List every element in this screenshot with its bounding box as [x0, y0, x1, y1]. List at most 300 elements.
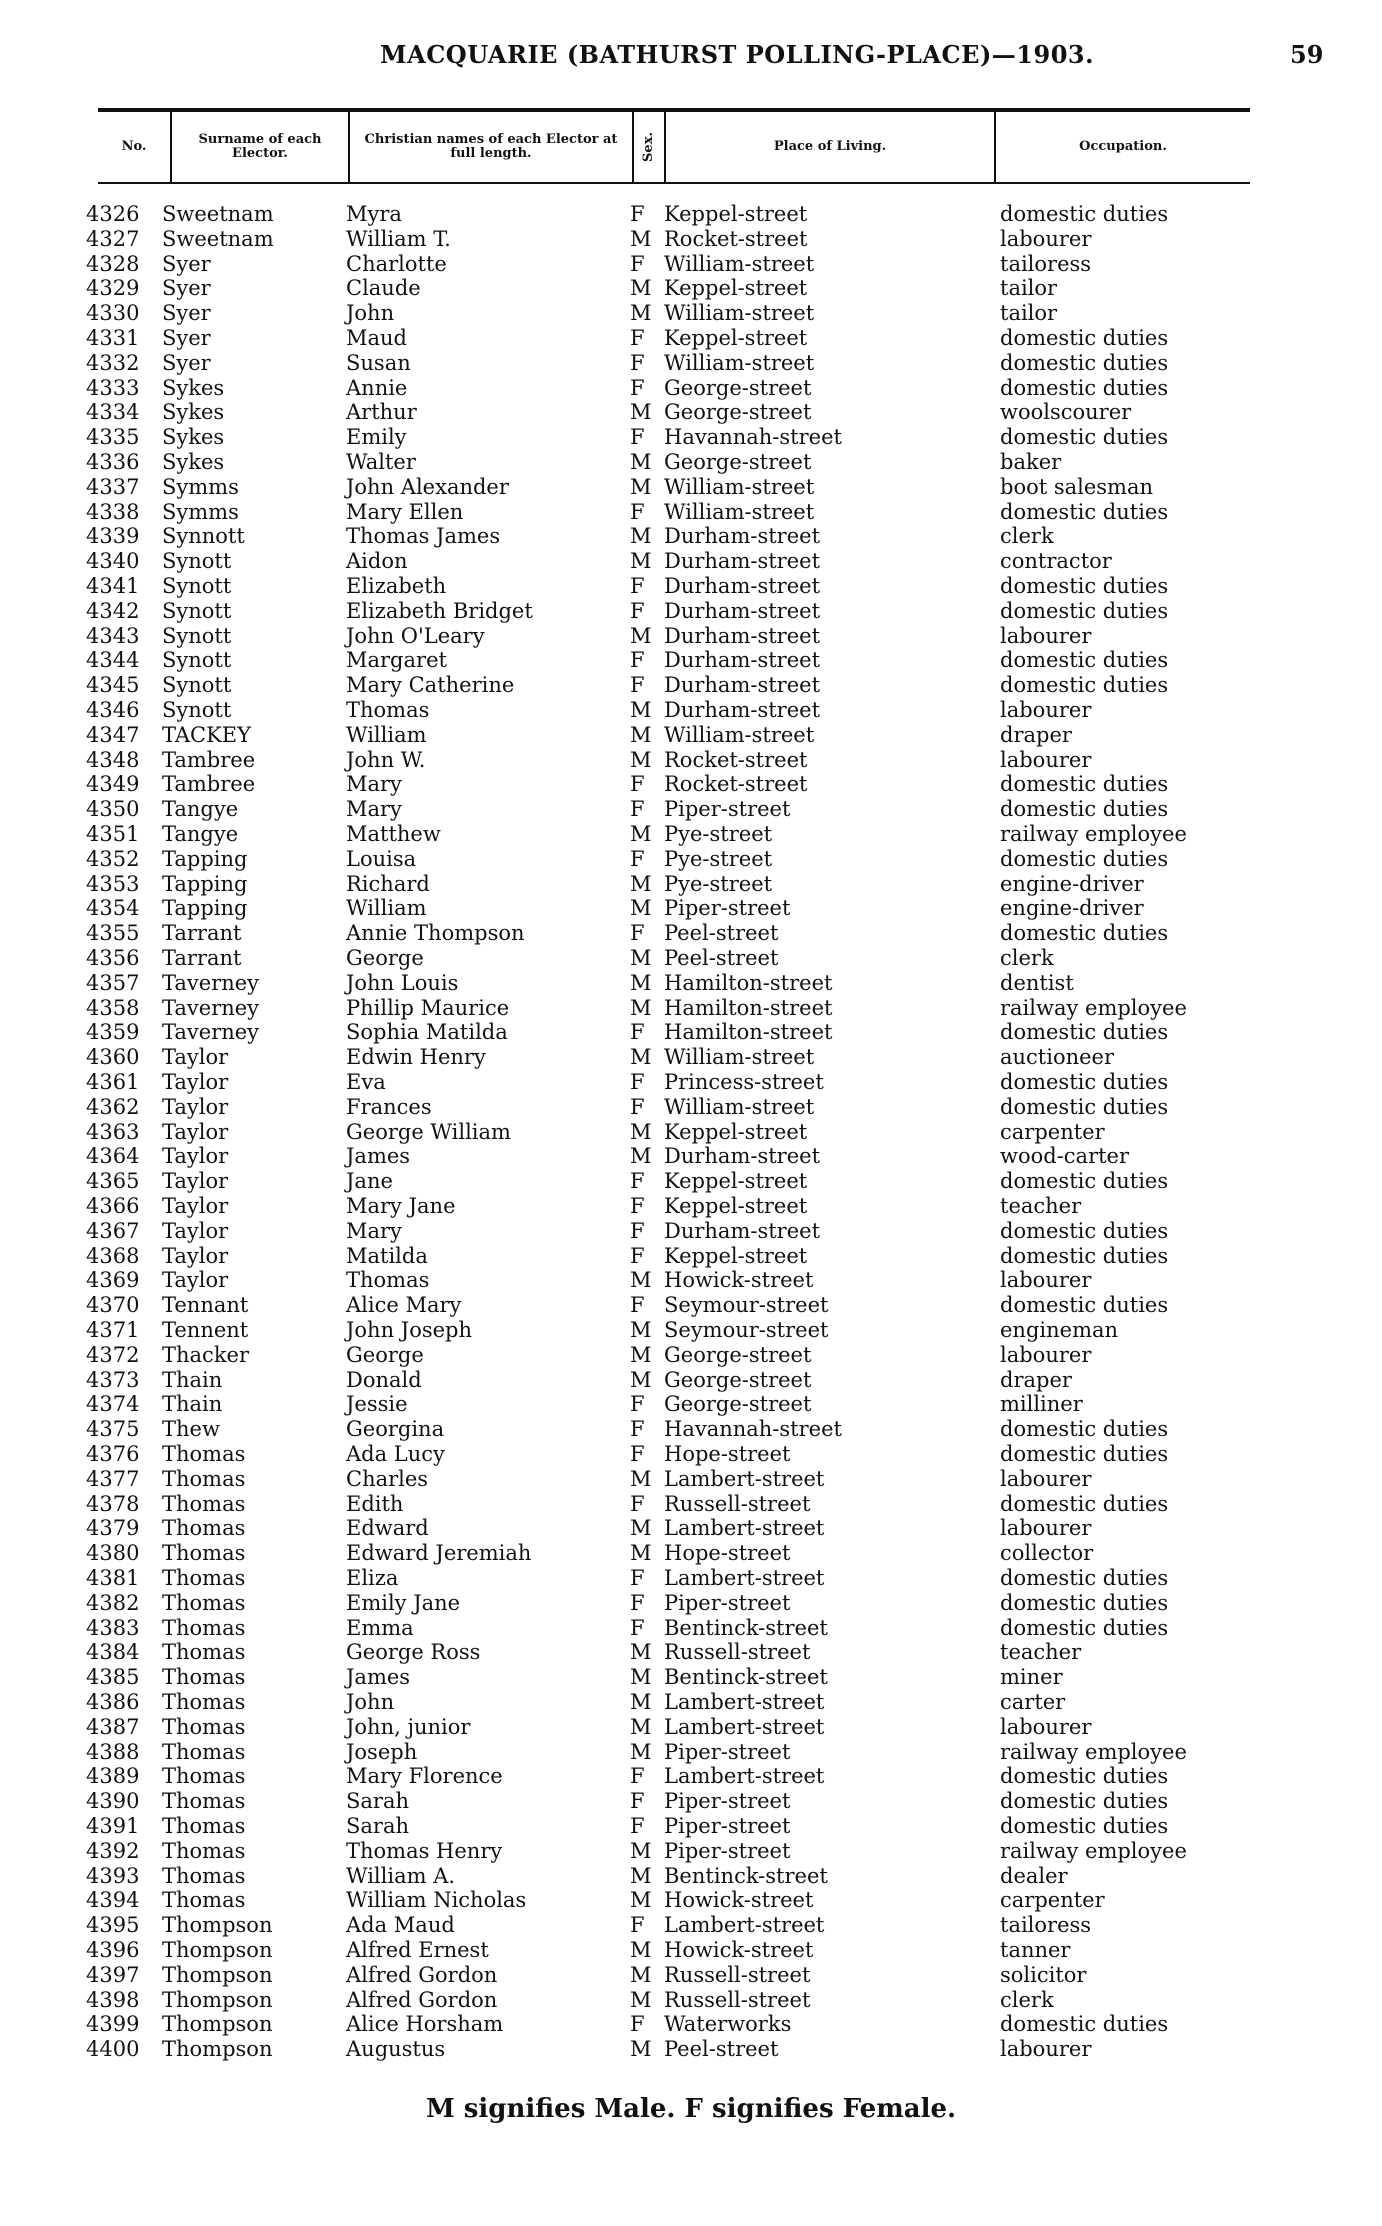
elector-number: 4399: [86, 2012, 140, 2037]
surname: Thompson: [162, 1987, 273, 2012]
elector-number: 4351: [86, 822, 140, 846]
occupation: solicitor: [1000, 1962, 1087, 1987]
christian-names: John: [346, 301, 395, 326]
christian-names: John O'Leary: [346, 623, 485, 648]
occupation: domestic duties: [1000, 648, 1169, 673]
surname: Synott: [162, 698, 232, 722]
surname: Thomas: [162, 1541, 246, 1566]
sex: F: [630, 1764, 645, 1789]
table-row: [0, 1392, 1382, 1417]
surname: Thomas: [162, 1714, 246, 1739]
sex: M: [630, 1045, 652, 1070]
christian-names: Arthur: [346, 400, 417, 425]
elector-number: 4385: [86, 1665, 140, 1690]
table-row: [0, 971, 1382, 996]
table-row: [0, 376, 1382, 401]
elector-number: 4380: [86, 1541, 140, 1566]
surname: Taylor: [162, 1144, 229, 1169]
occupation: domestic duties: [1000, 326, 1169, 350]
surname: TACKEY: [162, 722, 251, 747]
surname: Thomas: [162, 1665, 246, 1690]
elector-number: 4361: [86, 1070, 140, 1094]
christian-names: Sarah: [346, 1789, 409, 1814]
surname: Synott: [162, 623, 232, 648]
col-sex-header: Sex.: [641, 132, 656, 162]
elector-number: 4392: [86, 1838, 140, 1863]
col-no-header: No.: [121, 139, 147, 154]
table-row: [0, 1343, 1382, 1368]
occupation: domestic duties: [1000, 1442, 1169, 1466]
place-of-living: Seymour-street: [664, 1293, 829, 1318]
elector-number: 4364: [86, 1144, 140, 1169]
christian-names: James: [346, 1144, 411, 1169]
occupation: domestic duties: [1000, 1070, 1169, 1094]
table-row: [0, 1591, 1382, 1616]
christian-names: Thomas: [346, 1268, 430, 1293]
elector-number: 4332: [86, 350, 140, 375]
christian-names: Claude: [346, 276, 421, 301]
surname: Syer: [162, 276, 211, 301]
occupation: labourer: [1000, 1466, 1092, 1491]
table-row: [0, 1566, 1382, 1591]
table-row: [0, 1814, 1382, 1839]
elector-number: 4349: [86, 772, 140, 797]
sex: M: [630, 474, 652, 499]
elector-number: 4339: [86, 524, 140, 549]
col-christian-header: Christian names of each Elector at full length.: [364, 132, 618, 161]
table-row: [0, 1070, 1382, 1095]
table-row: [0, 1690, 1382, 1715]
place-of-living: Rocket-street: [664, 747, 808, 772]
sex: F: [630, 598, 645, 623]
christian-names: Elizabeth Bridget: [346, 598, 533, 623]
elector-number: 4335: [86, 425, 140, 450]
occupation: tailor: [1000, 301, 1058, 326]
table-row: [0, 996, 1382, 1021]
christian-names: John Louis: [346, 970, 459, 995]
occupation: clerk: [1000, 524, 1054, 549]
christian-names: Charles: [346, 1466, 429, 1491]
sex: M: [630, 301, 652, 326]
place-of-living: George-street: [664, 1342, 812, 1367]
elector-number: 4331: [86, 326, 140, 350]
table-row: [0, 648, 1382, 673]
place-of-living: Durham-street: [664, 623, 821, 648]
table-row: [0, 276, 1382, 301]
christian-names: Eva: [346, 1070, 386, 1094]
sex: M: [630, 226, 652, 251]
christian-names: Matthew: [346, 822, 441, 846]
sex: F: [630, 846, 645, 871]
occupation: carpenter: [1000, 1888, 1105, 1913]
christian-names: William A.: [346, 1863, 456, 1888]
table-row: [0, 797, 1382, 822]
sex: M: [630, 524, 652, 549]
table-row: [0, 301, 1382, 326]
occupation: domestic duties: [1000, 1814, 1169, 1838]
place-of-living: Pye-street: [664, 822, 773, 846]
place-of-living: Waterworks: [664, 2012, 792, 2037]
surname: Symms: [162, 474, 239, 499]
elector-number: 4363: [86, 1119, 140, 1144]
table-row: [0, 1095, 1382, 1120]
sex: M: [630, 1888, 652, 1913]
christian-names: Jessie: [346, 1392, 408, 1417]
christian-names: William: [346, 722, 427, 747]
occupation: domestic duties: [1000, 1020, 1169, 1045]
occupation: draper: [1000, 722, 1072, 747]
surname: Synott: [162, 598, 232, 623]
elector-number: 4337: [86, 474, 140, 499]
surname: Thomas: [162, 1640, 246, 1665]
sex: M: [630, 1119, 652, 1144]
sex: M: [630, 1144, 652, 1169]
christian-names: Alice Mary: [346, 1293, 462, 1318]
surname: Thomas: [162, 1466, 246, 1491]
place-of-living: Keppel-street: [664, 202, 808, 226]
christian-names: Margaret: [346, 648, 447, 673]
christian-names: Emily: [346, 425, 407, 450]
table-row: [0, 252, 1382, 277]
elector-number: 4374: [86, 1392, 140, 1417]
place-of-living: Howick-street: [664, 1268, 814, 1293]
elector-number: 4336: [86, 450, 140, 474]
table-row: [0, 1244, 1382, 1269]
place-of-living: Hamilton-street: [664, 1020, 833, 1045]
sex: M: [630, 2037, 652, 2062]
sex: M: [630, 946, 652, 970]
surname: Tennant: [162, 1293, 249, 1318]
occupation: tailor: [1000, 276, 1058, 301]
sex: F: [630, 648, 645, 673]
place-of-living: Keppel-street: [664, 1243, 808, 1268]
sex: F: [630, 1169, 645, 1194]
table-row: [0, 1492, 1382, 1517]
christian-names: Maud: [346, 326, 407, 350]
elector-number: 4379: [86, 1516, 140, 1541]
table-row: [0, 500, 1382, 525]
table-row: [0, 1144, 1382, 1169]
sex: F: [630, 350, 645, 375]
elector-number: 4328: [86, 251, 140, 276]
place-of-living: Keppel-street: [664, 1169, 808, 1194]
surname: Thomas: [162, 1739, 246, 1764]
elector-number: 4388: [86, 1739, 140, 1764]
elector-number: 4367: [86, 1218, 140, 1243]
surname: Thompson: [162, 2012, 273, 2037]
sex: F: [630, 1293, 645, 1318]
place-of-living: Russell-street: [664, 1962, 811, 1987]
sex: F: [630, 1814, 645, 1838]
elector-number: 4368: [86, 1243, 140, 1268]
place-of-living: Lambert-street: [664, 1516, 825, 1541]
elector-number: 4330: [86, 301, 140, 326]
christian-names: John: [346, 1690, 395, 1714]
christian-names: Augustus: [346, 2037, 446, 2062]
surname: Sykes: [162, 400, 225, 425]
elector-number: 4350: [86, 797, 140, 822]
christian-names: Georgina: [346, 1417, 445, 1442]
christian-names: Donald: [346, 1367, 422, 1392]
surname: Syer: [162, 251, 211, 276]
elector-number: 4362: [86, 1094, 140, 1119]
elector-number: 4354: [86, 896, 140, 921]
sex: F: [630, 425, 645, 450]
elector-number: 4383: [86, 1615, 140, 1640]
surname: Taylor: [162, 1243, 229, 1268]
occupation: teacher: [1000, 1640, 1082, 1665]
sex: M: [630, 1318, 652, 1342]
surname: Taylor: [162, 1119, 229, 1144]
occupation: baker: [1000, 450, 1062, 474]
table-row: [0, 847, 1382, 872]
sex: M: [630, 1938, 652, 1962]
occupation: engine-driver: [1000, 896, 1144, 921]
surname: Thomas: [162, 1590, 246, 1615]
place-of-living: Peel-street: [664, 946, 779, 970]
christian-names: George William: [346, 1119, 511, 1144]
christian-names: Alfred Ernest: [346, 1938, 489, 1962]
christian-names: William: [346, 896, 427, 921]
elector-number: 4338: [86, 499, 140, 524]
surname: Tapping: [162, 871, 248, 896]
place-of-living: Durham-street: [664, 549, 821, 574]
christian-names: Alfred Gordon: [346, 1962, 498, 1987]
sex: M: [630, 1541, 652, 1566]
table-row: [0, 946, 1382, 971]
sex: F: [630, 673, 645, 698]
table-row: [0, 921, 1382, 946]
sex: F: [630, 1417, 645, 1442]
table-row: [0, 1839, 1382, 1864]
elector-number: 4369: [86, 1268, 140, 1293]
christian-names: Annie: [346, 375, 408, 400]
place-of-living: William-street: [664, 301, 815, 326]
place-of-living: William-street: [664, 1045, 815, 1070]
elector-number: 4389: [86, 1764, 140, 1789]
sex: F: [630, 1491, 645, 1516]
occupation: domestic duties: [1000, 1491, 1169, 1516]
surname: Thomas: [162, 1442, 246, 1466]
table-row: [0, 326, 1382, 351]
sex: M: [630, 549, 652, 574]
elector-number: 4378: [86, 1491, 140, 1516]
occupation: domestic duties: [1000, 202, 1169, 226]
sex: M: [630, 722, 652, 747]
place-of-living: Durham-street: [664, 1144, 821, 1169]
table-row: [0, 227, 1382, 252]
elector-number: 4387: [86, 1714, 140, 1739]
page-number: 59: [1290, 40, 1324, 69]
place-of-living: Durham-street: [664, 574, 821, 598]
surname: Sykes: [162, 425, 225, 450]
surname: Taylor: [162, 1045, 229, 1070]
christian-names: Mary: [346, 797, 402, 822]
elector-number: 4390: [86, 1789, 140, 1814]
surname: Thacker: [162, 1342, 250, 1367]
occupation: domestic duties: [1000, 499, 1169, 524]
christian-names: George Ross: [346, 1640, 481, 1665]
elector-number: 4382: [86, 1590, 140, 1615]
occupation: carpenter: [1000, 1119, 1105, 1144]
christian-names: Alice Horsham: [346, 2012, 504, 2037]
occupation: draper: [1000, 1367, 1072, 1392]
place-of-living: Peel-street: [664, 921, 779, 946]
surname: Syer: [162, 350, 211, 375]
place-of-living: Hamilton-street: [664, 970, 833, 995]
christian-names: Emma: [346, 1615, 414, 1640]
christian-names: Mary Florence: [346, 1764, 503, 1789]
surname: Taylor: [162, 1194, 229, 1218]
surname: Thomas: [162, 1863, 246, 1888]
occupation: domestic duties: [1000, 425, 1169, 450]
christian-names: Edward: [346, 1516, 429, 1541]
occupation: boot salesman: [1000, 474, 1154, 499]
sex: F: [630, 1615, 645, 1640]
christian-names: Charlotte: [346, 251, 447, 276]
place-of-living: Lambert-street: [664, 1466, 825, 1491]
surname: Sykes: [162, 375, 225, 400]
elector-number: 4375: [86, 1417, 140, 1442]
occupation: railway employee: [1000, 1838, 1187, 1863]
christian-names: William Nicholas: [346, 1888, 527, 1913]
occupation: milliner: [1000, 1392, 1083, 1417]
surname: Thomas: [162, 1838, 246, 1863]
col-surname-header: Surname of each Elector.: [198, 132, 322, 161]
occupation: labourer: [1000, 2037, 1092, 2062]
sex: M: [630, 276, 652, 301]
table-row: [0, 549, 1382, 574]
sex: M: [630, 400, 652, 425]
elector-number: 4327: [86, 226, 140, 251]
occupation: domestic duties: [1000, 2012, 1169, 2037]
place-of-living: Havannah-street: [664, 1417, 842, 1442]
surname: Thew: [162, 1417, 220, 1442]
occupation: tailoress: [1000, 251, 1092, 276]
occupation: domestic duties: [1000, 1764, 1169, 1789]
surname: Symms: [162, 499, 239, 524]
sex: M: [630, 1838, 652, 1863]
christian-names: Aidon: [346, 549, 408, 574]
place-of-living: Peel-street: [664, 2037, 779, 2062]
occupation: railway employee: [1000, 995, 1187, 1020]
elector-number: 4372: [86, 1342, 140, 1367]
place-of-living: George-street: [664, 400, 812, 425]
elector-number: 4360: [86, 1045, 140, 1070]
place-of-living: Pye-street: [664, 871, 773, 896]
place-of-living: Russell-street: [664, 1987, 811, 2012]
surname: Thomas: [162, 1491, 246, 1516]
table-row: [0, 673, 1382, 698]
sex: F: [630, 1218, 645, 1243]
surname: Synott: [162, 574, 232, 598]
place-of-living: Piper-street: [664, 1838, 791, 1863]
place-of-living: Hope-street: [664, 1541, 791, 1566]
elector-number: 4326: [86, 202, 140, 226]
table-row: [0, 723, 1382, 748]
place-of-living: Piper-street: [664, 896, 791, 921]
place-of-living: George-street: [664, 1367, 812, 1392]
elector-number: 4393: [86, 1863, 140, 1888]
place-of-living: William-street: [664, 251, 815, 276]
table-row: [0, 872, 1382, 897]
elector-number: 4373: [86, 1367, 140, 1392]
christian-names: Sarah: [346, 1814, 409, 1838]
christian-names: Mary: [346, 772, 402, 797]
place-of-living: Pye-street: [664, 846, 773, 871]
surname: Thomas: [162, 1690, 246, 1714]
sex: M: [630, 995, 652, 1020]
occupation: clerk: [1000, 1987, 1054, 2012]
christian-names: Richard: [346, 871, 430, 896]
elector-number: 4343: [86, 623, 140, 648]
christian-names: John W.: [346, 747, 426, 772]
place-of-living: Keppel-street: [664, 276, 808, 301]
christian-names: Jane: [346, 1169, 393, 1194]
surname: Thompson: [162, 1938, 273, 1962]
surname: Tennent: [162, 1318, 249, 1342]
place-of-living: Lambert-street: [664, 1714, 825, 1739]
place-of-living: Lambert-street: [664, 1566, 825, 1590]
elector-number: 4366: [86, 1194, 140, 1218]
occupation: tanner: [1000, 1938, 1071, 1962]
place-of-living: Rocket-street: [664, 226, 808, 251]
occupation: labourer: [1000, 1714, 1092, 1739]
table-row: [0, 574, 1382, 599]
occupation: collector: [1000, 1541, 1094, 1566]
occupation: miner: [1000, 1665, 1063, 1690]
table-row: [0, 822, 1382, 847]
elector-number: 4395: [86, 1913, 140, 1938]
table-row: [0, 400, 1382, 425]
surname: Tambree: [162, 747, 256, 772]
occupation: railway employee: [1000, 822, 1187, 846]
place-of-living: Keppel-street: [664, 1194, 808, 1218]
surname: Sykes: [162, 450, 225, 474]
table-row: [0, 1467, 1382, 1492]
table-row: [0, 1963, 1382, 1988]
elector-number: 4357: [86, 970, 140, 995]
occupation: domestic duties: [1000, 1293, 1169, 1318]
table-row: [0, 425, 1382, 450]
elector-number: 4371: [86, 1318, 140, 1342]
occupation: labourer: [1000, 623, 1092, 648]
elector-number: 4359: [86, 1020, 140, 1045]
table-row: [0, 2037, 1382, 2062]
sex: F: [630, 1392, 645, 1417]
sex: F: [630, 202, 645, 226]
place-of-living: George-street: [664, 450, 812, 474]
christian-names: Louisa: [346, 846, 417, 871]
occupation: domestic duties: [1000, 673, 1169, 698]
surname: Synott: [162, 648, 232, 673]
sex: M: [630, 1367, 652, 1392]
surname: Syer: [162, 301, 211, 326]
christian-names: Walter: [346, 450, 416, 474]
elector-number: 4353: [86, 871, 140, 896]
occupation: domestic duties: [1000, 1169, 1169, 1194]
table-row: [0, 599, 1382, 624]
place-of-living: Seymour-street: [664, 1318, 829, 1342]
table-row: [0, 202, 1382, 227]
place-of-living: William-street: [664, 722, 815, 747]
table-row: [0, 772, 1382, 797]
sex: M: [630, 1863, 652, 1888]
place-of-living: Hope-street: [664, 1442, 791, 1466]
table-row: [0, 1045, 1382, 1070]
table-row: [0, 1864, 1382, 1889]
sex: M: [630, 1739, 652, 1764]
